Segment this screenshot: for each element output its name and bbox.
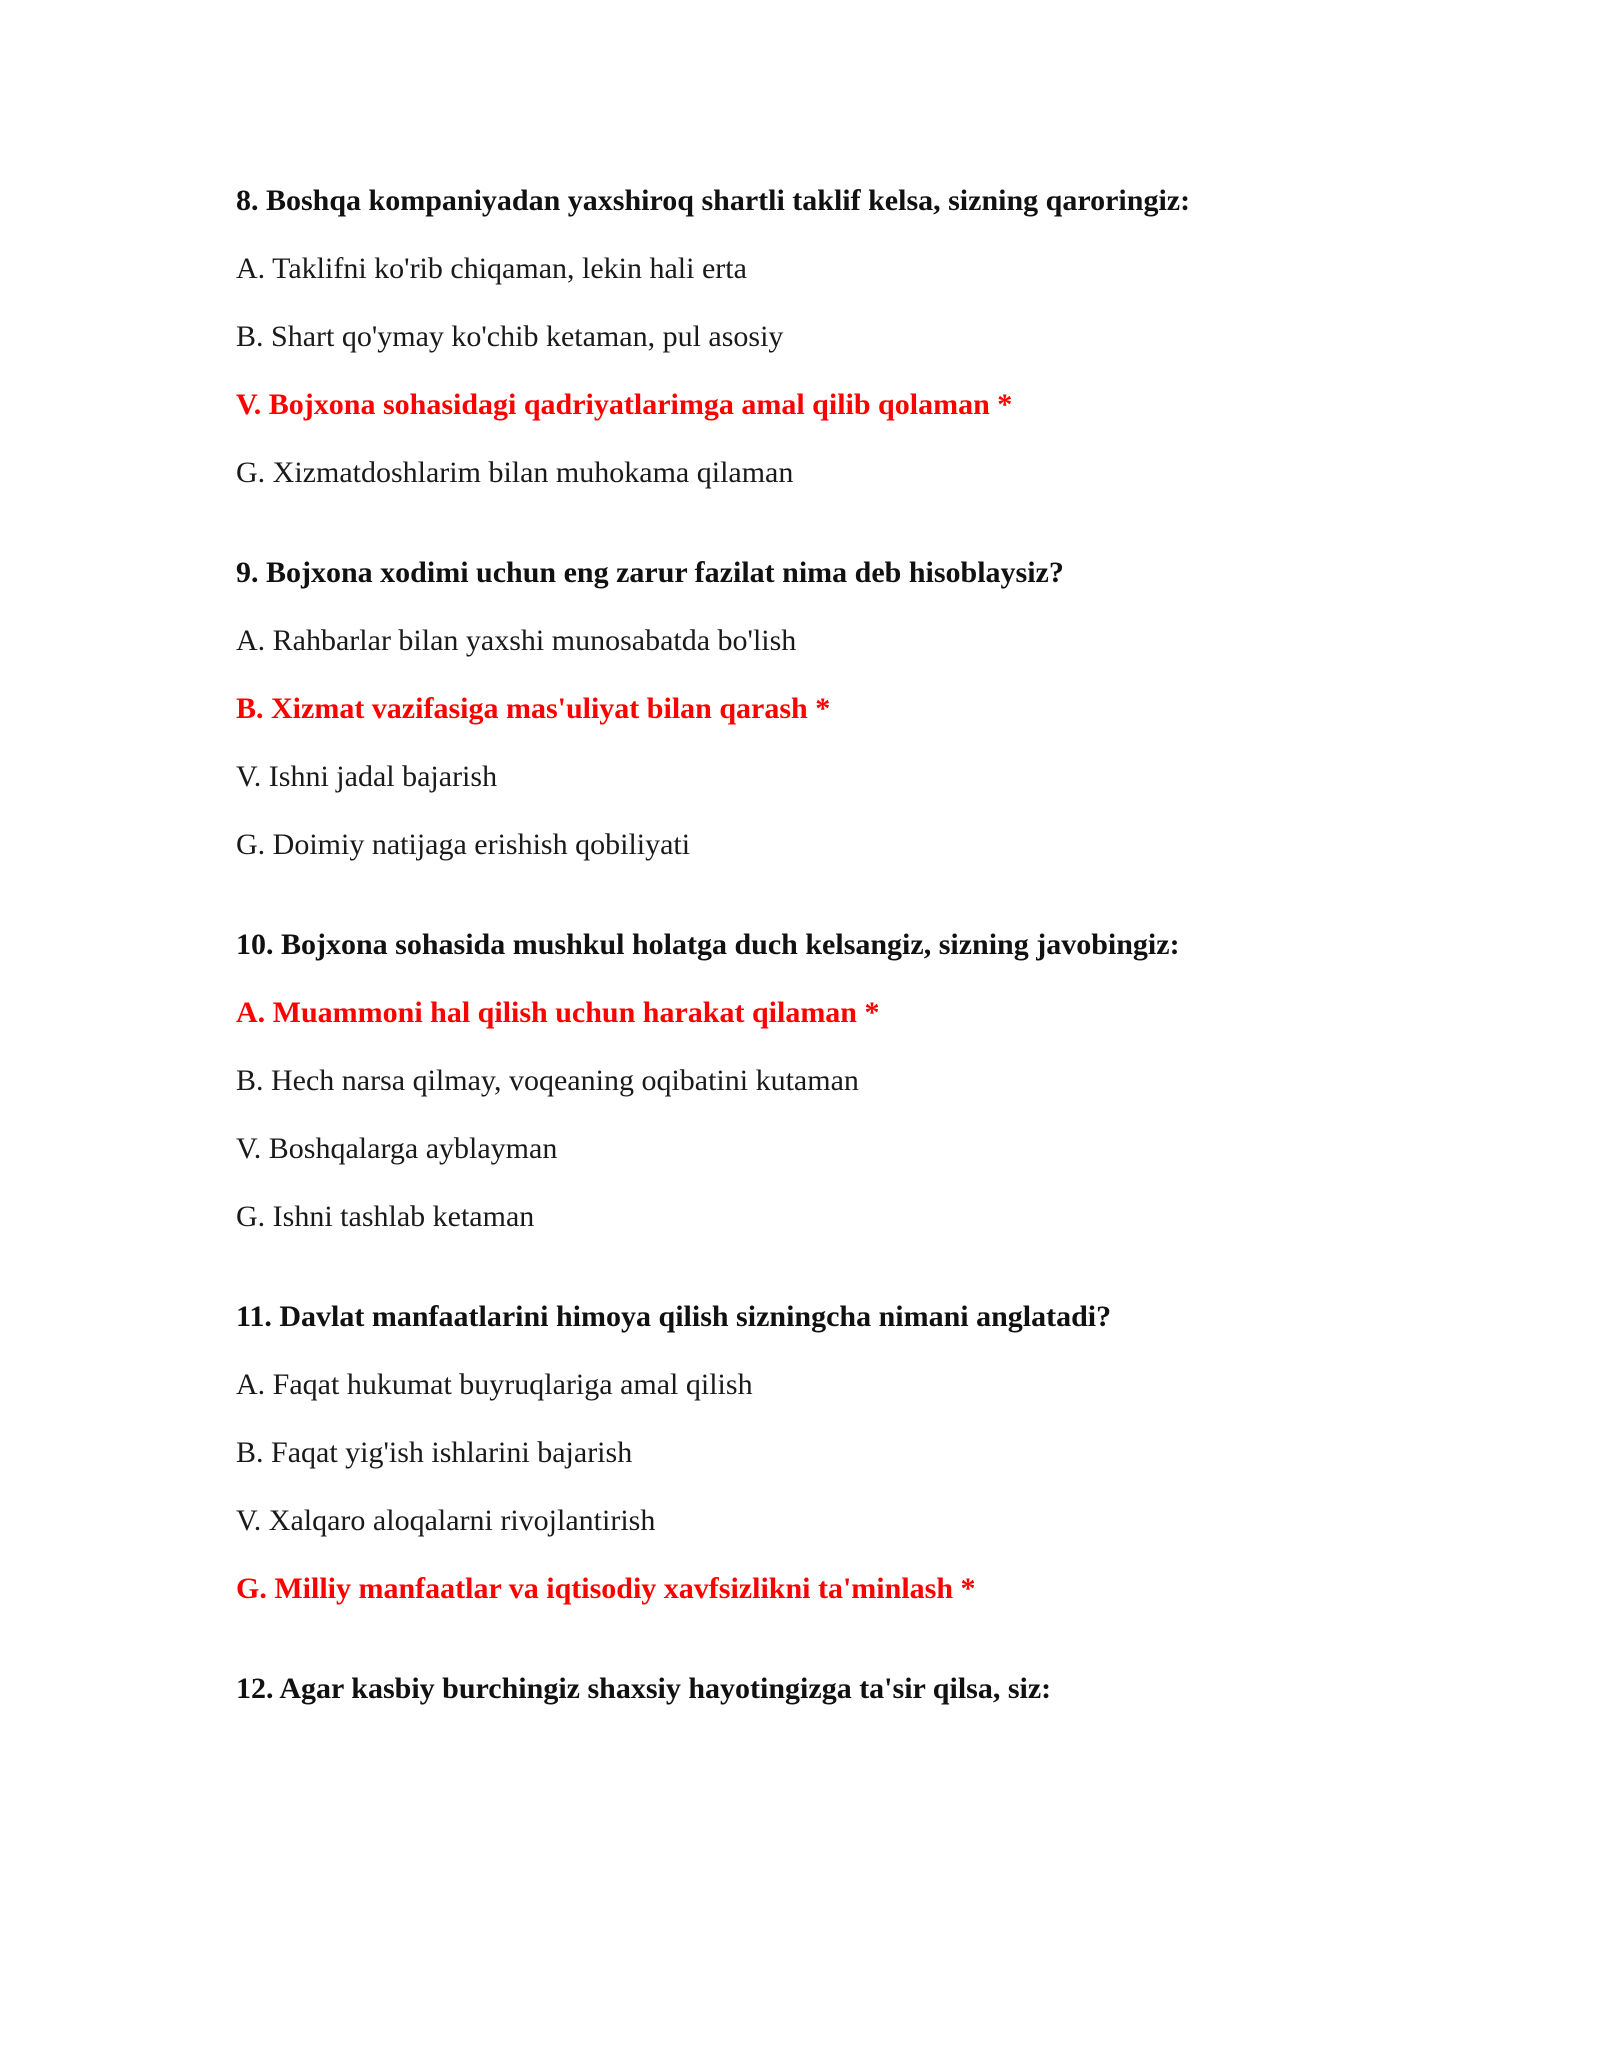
question-8 xyxy=(236,184,1436,490)
answer-option-v: V. Boshqalarga ayblayman xyxy=(236,1132,558,1165)
question-9 xyxy=(236,556,1436,862)
question-title: 10. Bojxona sohasida mushkul holatga duch kelsangiz, sizning javobingiz: xyxy=(236,928,1180,961)
correct-answer-option-a: A. Muammoni hal qilish uchun harakat qilaman * xyxy=(236,996,880,1029)
question-title: 11. Davlat manfaatlarini himoya qilish sizningcha nimani anglatadi? xyxy=(236,1300,1112,1333)
correct-answer-option-g: G. Milliy manfaatlar va iqtisodiy xavfsizlikni ta'minlash * xyxy=(236,1572,976,1605)
answer-option-g: G. Doimiy natijaga erishish qobiliyati xyxy=(236,828,691,861)
answer-option-v: V. Xalqaro aloqalarni rivojlantirish xyxy=(236,1504,656,1537)
answer-option-a: A. Rahbarlar bilan yaxshi munosabatda bo'lish xyxy=(236,624,797,657)
answer-option-v: V. Ishni jadal bajarish xyxy=(236,760,498,793)
correct-answer-option-v: V. Bojxona sohasidagi qadriyatlarimga amal qilib qolaman * xyxy=(236,388,1013,421)
question-title: 12. Agar kasbiy burchingiz shaxsiy hayotingizga ta'sir qilsa, siz: xyxy=(236,1672,1052,1705)
answer-option-b: B. Hech narsa qilmay, voqeaning oqibatini kutaman xyxy=(236,1064,859,1097)
question-list xyxy=(236,184,1436,1772)
answer-option-g: G. Ishni tashlab ketaman xyxy=(236,1200,535,1233)
answer-option-b: B. Shart qo'ymay ko'chib ketaman, pul asosiy xyxy=(236,320,784,353)
correct-answer-option-b: B. Xizmat vazifasiga mas'uliyat bilan qarash * xyxy=(236,692,831,725)
answer-option-a: A. Faqat hukumat buyruqlariga amal qilish xyxy=(236,1368,753,1401)
question-title: 8. Boshqa kompaniyadan yaxshiroq shartli taklif kelsa, sizning qaroringiz: xyxy=(236,184,1191,217)
question-title: 9. Bojxona xodimi uchun eng zarur fazilat nima deb hisoblaysiz? xyxy=(236,556,1064,589)
question-10 xyxy=(236,928,1436,1234)
answer-option-b: B. Faqat yig'ish ishlarini bajarish xyxy=(236,1436,633,1469)
answer-option-g: G. Xizmatdoshlarim bilan muhokama qilaman xyxy=(236,456,794,489)
question-12 xyxy=(236,1672,1436,1706)
question-11 xyxy=(236,1300,1436,1606)
answer-option-a: A. Taklifni ko'rib chiqaman, lekin hali erta xyxy=(236,252,747,285)
